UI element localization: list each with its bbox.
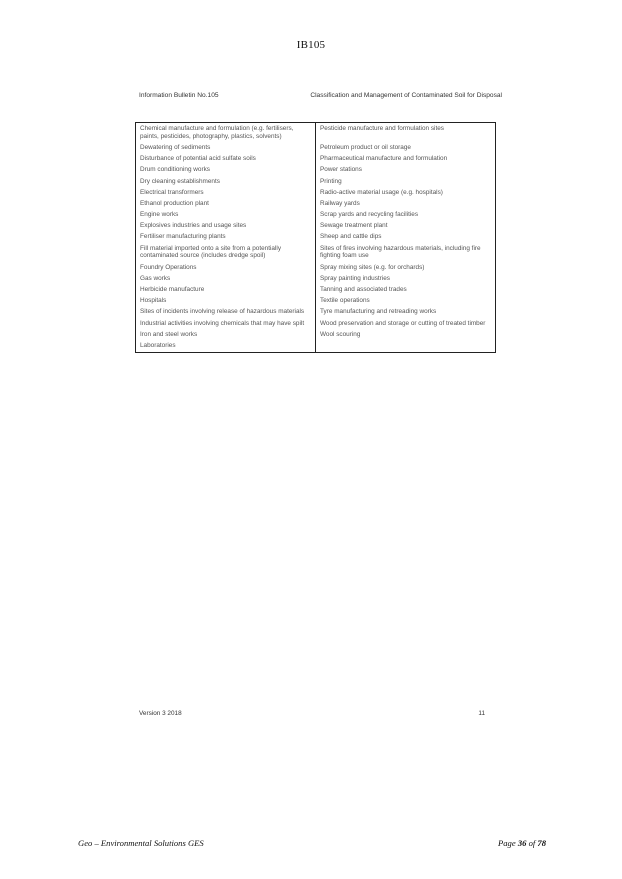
table-cell-left: Dewatering of sediments [136, 143, 316, 154]
table-row [136, 243, 496, 262]
table-cell-right: Pharmaceutical manufacture and formulation [316, 154, 496, 165]
table-cell-left: Laboratories [136, 341, 316, 353]
table-row [136, 210, 496, 221]
bulletin-version: Version 3 2018 [139, 710, 182, 717]
table-cell-left: Herbicide manufacture [136, 285, 316, 296]
document-header-code: IB105 [296, 39, 326, 51]
table-cell-left: Gas works [136, 274, 316, 285]
table-row [136, 143, 496, 154]
bulletin-title: Classification and Management of Contaminated Soil for Disposal [310, 92, 502, 99]
table-cell-right: Railway yards [316, 199, 496, 210]
table-cell-left: Drum conditioning works [136, 165, 316, 176]
page-prefix: Page [498, 838, 518, 848]
table-cell-left: Fill material imported onto a site from a potentially contaminated source (includes dredge spoil) [136, 243, 316, 262]
table-cell-right: Pesticide manufacture and formulation sites [316, 123, 496, 143]
table-row [136, 329, 496, 340]
table-cell-right: Printing [316, 176, 496, 187]
table-cell-right: Scrap yards and recycling facilities [316, 210, 496, 221]
table-row [136, 318, 496, 329]
table-cell-right: Spray painting industries [316, 274, 496, 285]
table-cell-left: Hospitals [136, 296, 316, 307]
table-cell-right: Tyre manufacturing and retreading works [316, 307, 496, 318]
table-cell-left: Ethanol production plant [136, 199, 316, 210]
table-row [136, 232, 496, 243]
contaminating-activities-table [135, 122, 496, 353]
table-cell-left: Foundry Operations [136, 262, 316, 273]
bulletin-number: Information Bulletin No.105 [139, 92, 219, 99]
page-total: 78 [537, 838, 546, 848]
page-indicator [498, 838, 546, 848]
table-row [136, 274, 496, 285]
table-row [136, 262, 496, 273]
company-name: Geo – Environmental Solutions GES [78, 838, 204, 848]
table-cell-right: Spray mixing sites (e.g. for orchards) [316, 262, 496, 273]
table-cell-left: Explosives industries and usage sites [136, 221, 316, 232]
table-cell-right: Sewage treatment plant [316, 221, 496, 232]
bulletin-page-number: 11 [478, 710, 485, 717]
table-cell-right: Power stations [316, 165, 496, 176]
table-cell-right: Radio-active material usage (e.g. hospitals) [316, 187, 496, 198]
table-row [136, 221, 496, 232]
table-cell-left: Sites of incidents involving release of hazardous materials [136, 307, 316, 318]
table-cell-left: Fertiliser manufacturing plants [136, 232, 316, 243]
table-row [136, 307, 496, 318]
table-row [136, 187, 496, 198]
table-cell-right: Textile operations [316, 296, 496, 307]
table-cell-left: Industrial activities involving chemicals that may have spilt [136, 318, 316, 329]
table-row [136, 296, 496, 307]
page-current: 36 [517, 838, 527, 848]
page-of: of [526, 838, 538, 848]
table-cell-left: Disturbance of potential acid sulfate soils [136, 154, 316, 165]
table-row [136, 199, 496, 210]
table-cell-right: Sheep and cattle dips [316, 232, 496, 243]
table-cell-right: Wood preservation and storage or cutting of treated timber [316, 318, 496, 329]
table-row [136, 154, 496, 165]
table-cell-left: Chemical manufacture and formulation (e.g. fertilisers, paints, pesticides, photography, plastics, solvents) [136, 123, 316, 143]
table-cell-right: Petroleum product or oil storage [316, 143, 496, 154]
table-row [136, 165, 496, 176]
table-cell-right: Sites of fires involving hazardous materials, including fire fighting foam use [316, 243, 496, 262]
table-cell-right: Wool scouring [316, 329, 496, 340]
table-cell-left: Iron and steel works [136, 329, 316, 340]
table-row [136, 123, 496, 143]
table-row [136, 341, 496, 353]
table-row [136, 176, 496, 187]
scanned-bulletin-page [134, 88, 502, 728]
table-cell-right: Tanning and associated trades [316, 285, 496, 296]
table-cell-left: Dry cleaning establishments [136, 176, 316, 187]
table-cell-left: Electrical transformers [136, 187, 316, 198]
table-cell-left: Engine works [136, 210, 316, 221]
table-cell-right [316, 341, 496, 353]
table-row [136, 285, 496, 296]
